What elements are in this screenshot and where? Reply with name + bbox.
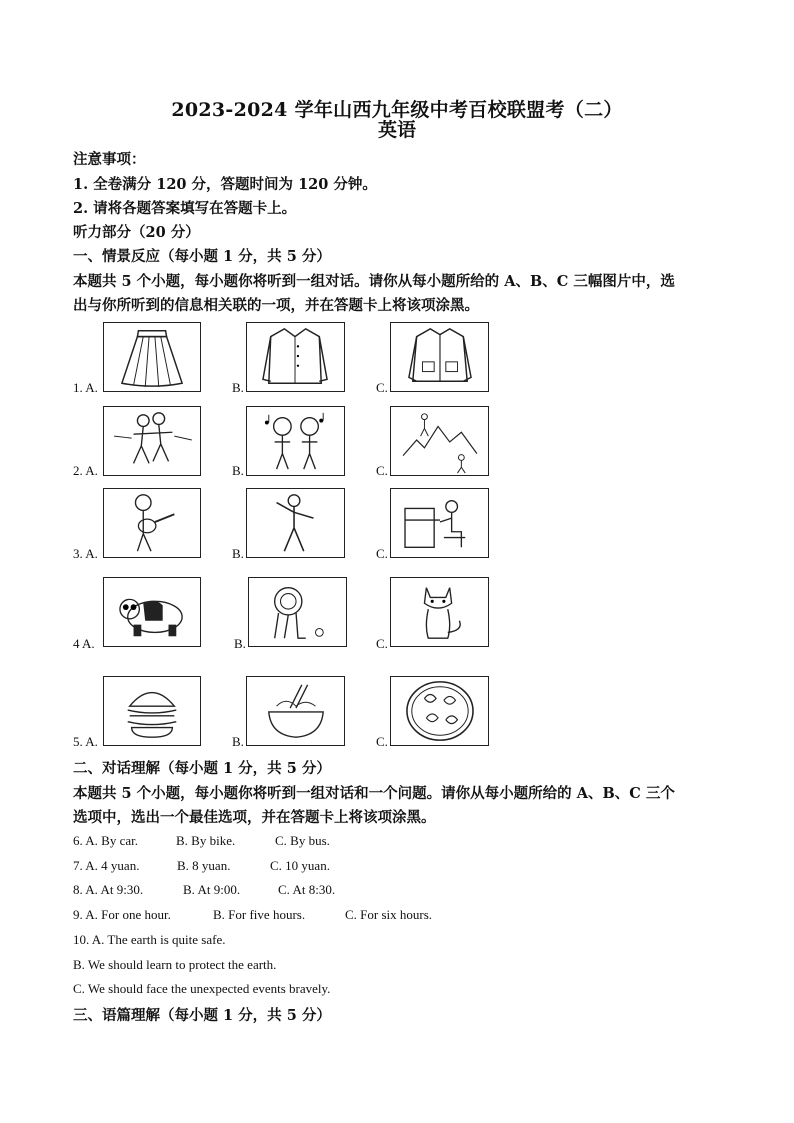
skirt-icon[interactable] bbox=[103, 322, 201, 392]
dumplings-icon[interactable] bbox=[390, 676, 489, 746]
q8-option-b[interactable]: B. At 9:00. bbox=[183, 882, 241, 897]
jacket-icon[interactable] bbox=[390, 322, 489, 392]
section3-heading: 三、语篇理解（每小题 1 分，共 5 分） bbox=[73, 1007, 331, 1024]
section2-instruction-line2: 选项中，选出一个最佳选项，并在答题卡上将该项涂黑。 bbox=[73, 809, 436, 826]
q5-label-a: 5. A. bbox=[73, 734, 98, 749]
q1-label-a: 1. A. bbox=[73, 380, 98, 395]
piano-icon[interactable] bbox=[390, 488, 489, 558]
singing-icon[interactable] bbox=[246, 406, 345, 476]
panda-icon[interactable] bbox=[103, 577, 201, 647]
section2-heading: 二、对话理解（每小题 1 分，共 5 分） bbox=[73, 760, 331, 777]
q10-option-c[interactable]: C. We should face the unexpected events bravely. bbox=[73, 981, 331, 996]
q3-label-c: C. bbox=[376, 546, 388, 561]
q9-option-b[interactable]: B. For five hours. bbox=[213, 907, 306, 922]
q6-option-b[interactable]: B. By bike. bbox=[176, 833, 236, 848]
q9-option-c[interactable]: C. For six hours. bbox=[345, 907, 433, 922]
section1-heading: 一、情景反应（每小题 1 分，共 5 分） bbox=[73, 248, 331, 265]
hamburger-icon[interactable] bbox=[103, 676, 201, 746]
q5-label-b: B. bbox=[232, 734, 244, 749]
q4-label-b: B. bbox=[234, 636, 246, 651]
q4-label-c: C. bbox=[376, 636, 388, 651]
q10-option-b[interactable]: B. We should learn to protect the earth. bbox=[73, 957, 277, 972]
section1-instruction-line1: 本题共 5 个小题，每小题你将听到一组对话。请你从每小题所给的 A、B、C 三幅图片中，选 bbox=[73, 273, 675, 290]
q6-option-c[interactable]: C. By bus. bbox=[275, 833, 330, 848]
shirt-icon[interactable] bbox=[246, 322, 345, 392]
q1-label-c: C. bbox=[376, 380, 388, 395]
section1-instruction-line2: 出与你所听到的信息相关联的一项，并在答题卡上将该项涂黑。 bbox=[73, 297, 479, 314]
exam-title: 2023-2024 学年山西九年级中考百校联盟考（二） bbox=[171, 99, 623, 121]
section2-instruction-line1: 本题共 5 个小题，每小题你将听到一组对话和一个问题。请你从每小题所给的 A、B、C 三个 bbox=[73, 785, 675, 802]
q2-label-c: C. bbox=[376, 463, 388, 478]
cat-icon[interactable] bbox=[390, 577, 489, 647]
q3-label-a: 3. A. bbox=[73, 546, 98, 561]
q7-option-b[interactable]: B. 8 yuan. bbox=[177, 858, 231, 873]
q10-option-a[interactable]: 10. A. The earth is quite safe. bbox=[73, 932, 226, 947]
q5-label-c: C. bbox=[376, 734, 388, 749]
q9-option-a[interactable]: 9. A. For one hour. bbox=[73, 907, 171, 922]
q2-label-a: 2. A. bbox=[73, 463, 98, 478]
listening-heading: 听力部分（20 分） bbox=[73, 224, 200, 241]
q4-label-a: 4 A. bbox=[73, 636, 95, 651]
note-item-1: 1. 全卷满分 120 分，答题时间为 120 分钟。 bbox=[73, 176, 377, 193]
climbing-icon[interactable] bbox=[390, 406, 489, 476]
q1-label-b: B. bbox=[232, 380, 244, 395]
guitar-icon[interactable] bbox=[103, 488, 201, 558]
dancing-icon[interactable] bbox=[246, 488, 345, 558]
q3-label-b: B. bbox=[232, 546, 244, 561]
subject-title: 英语 bbox=[377, 119, 416, 141]
q7-option-a[interactable]: 7. A. 4 yuan. bbox=[73, 858, 140, 873]
noodles-icon[interactable] bbox=[246, 676, 345, 746]
q6-option-a[interactable]: 6. A. By car. bbox=[73, 833, 138, 848]
q2-label-b: B. bbox=[232, 463, 244, 478]
notes-heading: 注意事项： bbox=[73, 151, 146, 168]
q8-option-a[interactable]: 8. A. At 9:30. bbox=[73, 882, 144, 897]
lion-icon[interactable] bbox=[248, 577, 347, 647]
note-item-2: 2. 请将各题答案填写在答题卡上。 bbox=[73, 200, 297, 217]
q7-option-c[interactable]: C. 10 yuan. bbox=[270, 858, 330, 873]
skating-icon[interactable] bbox=[103, 406, 201, 476]
q8-option-c[interactable]: C. At 8:30. bbox=[278, 882, 336, 897]
